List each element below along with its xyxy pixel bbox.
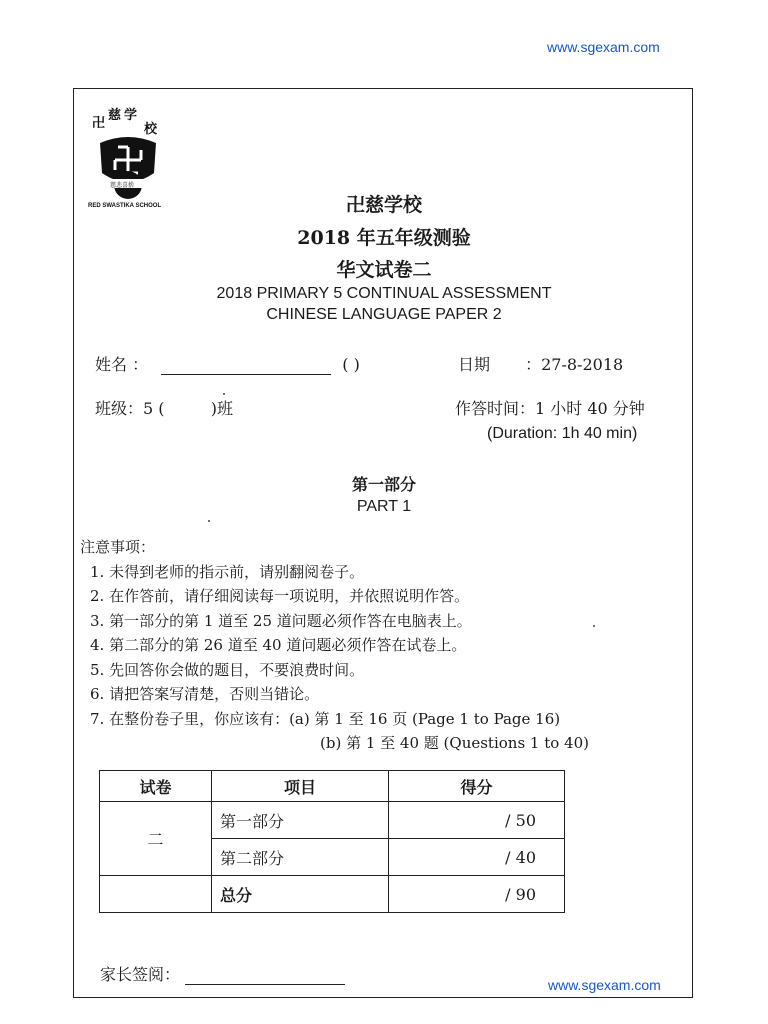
- scan-speck: [223, 393, 225, 395]
- title-en-line1: 2018 PRIMARY 5 CONTINUAL ASSESSMENT: [216, 285, 552, 302]
- svg-text:慈: 慈: [108, 108, 122, 123]
- table-header-row: [100, 771, 565, 802]
- row-item-total: 总分: [212, 876, 389, 913]
- instruction-item: 4. 第二部分的第 26 道至 40 道问题必须作答在试卷上。: [90, 636, 467, 654]
- svg-text:校: 校: [144, 122, 158, 137]
- header-paper: 试卷: [100, 771, 212, 802]
- duration-en: (Duration: 1h 40 min): [487, 425, 638, 442]
- paper-number: 二: [100, 802, 212, 876]
- index-bracket[interactable]: ( ): [342, 355, 360, 374]
- instruction-item: 3. 第一部分的第 1 道至 25 道问题必须作答在电脑表上。: [90, 611, 472, 630]
- row-score[interactable]: / 40: [389, 839, 565, 876]
- scan-speck: [593, 625, 595, 627]
- row-item: 第二部分: [212, 839, 389, 876]
- score-table: [99, 770, 565, 913]
- name-label: 姓名 ：: [95, 355, 149, 374]
- header-score: 得分: [389, 771, 565, 802]
- instruction-item: 1. 未得到老师的指示前，请别翻阅卷子。: [90, 562, 365, 581]
- class-label: 班级：5 (: [95, 399, 165, 418]
- watermark-top: www.sgexam.com: [547, 39, 660, 55]
- exam-title: 2018 年五年级测验: [297, 227, 471, 249]
- row-score[interactable]: / 50: [389, 802, 565, 839]
- header-item: 项目: [212, 771, 389, 802]
- instruction-item: 2. 在作答前，请仔细阅读每一项说明，并依照说明作答。: [90, 587, 470, 605]
- scan-speck: [208, 520, 210, 522]
- class-suffix: )班: [210, 399, 233, 418]
- instruction-item-7b: (b) 第 1 至 40 题 (Questions 1 to 40): [320, 734, 589, 752]
- table-row-total: [100, 876, 565, 913]
- part-title-cn: 第一部分: [351, 475, 416, 494]
- date-value: ：27-8-2018: [525, 355, 624, 374]
- instruction-item: 6. 请把答案写清楚，否则当错论。: [90, 685, 320, 703]
- time-label: 作答时间：1 小时 40 分钟: [455, 399, 645, 418]
- svg-text:慈悲喜捨: 慈悲喜捨: [110, 182, 135, 189]
- svg-text:学: 学: [124, 108, 138, 123]
- paper-title-cn: 华文试卷二: [336, 259, 432, 281]
- instructions: [80, 535, 589, 756]
- school-name: 卍慈学校: [345, 194, 422, 216]
- instruction-item: 5. 先回答你会做的题目，不要浪费时间。: [90, 660, 365, 679]
- row-item: 第一部分: [212, 802, 389, 839]
- part-title-en: PART 1: [356, 498, 412, 515]
- name-blank[interactable]: [161, 358, 331, 375]
- empty-cell: [100, 876, 212, 913]
- row-score-total[interactable]: / 90: [389, 876, 565, 913]
- svg-text:RED SWASTIKA SCHOOL: RED SWASTIKA SCHOOL: [88, 203, 162, 209]
- instruction-item: 7. 在整份卷子里，你应该有：(a) 第 1 至 16 页 (Page 1 to Page 16): [90, 709, 561, 728]
- watermark-bottom: www.sgexam.com: [548, 977, 661, 993]
- svg-text:卍: 卍: [92, 116, 106, 131]
- table-row: [100, 802, 565, 839]
- signature-blank[interactable]: [185, 968, 345, 985]
- instructions-heading: 注意事项：: [80, 538, 156, 556]
- date-label: 日期: [458, 355, 491, 374]
- title-en-line2: CHINESE LANGUAGE PAPER 2: [266, 306, 502, 323]
- parent-signature: [100, 962, 345, 985]
- signature-label: 家长签阅：: [100, 965, 181, 984]
